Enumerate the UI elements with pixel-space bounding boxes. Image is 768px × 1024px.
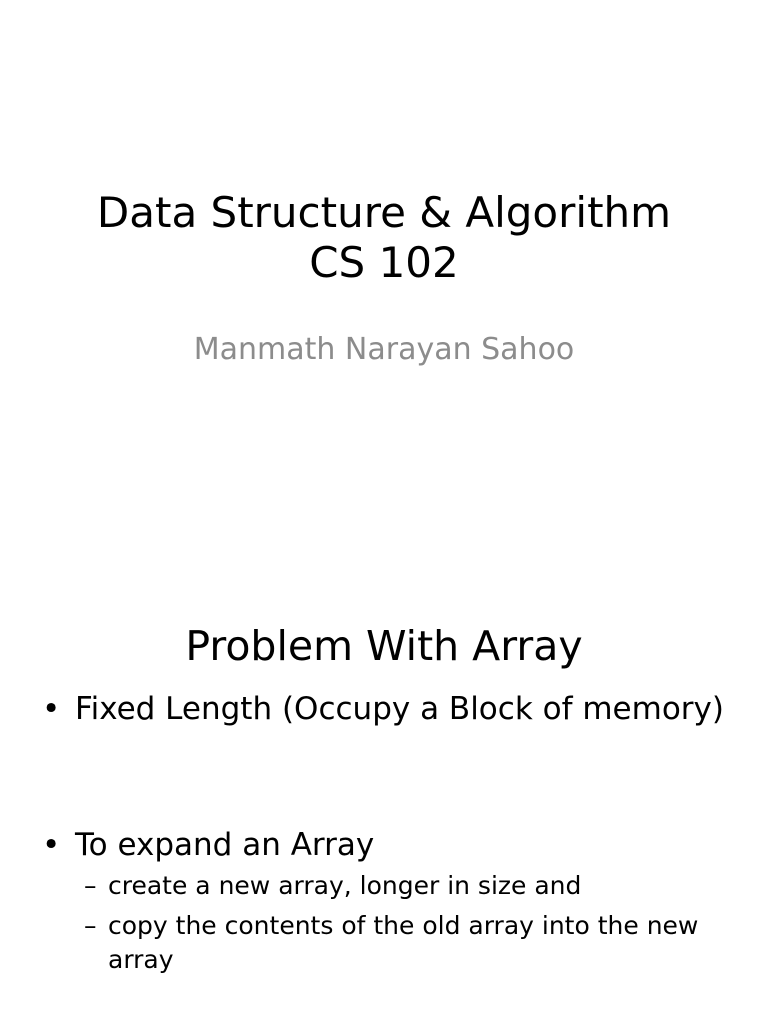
bullet-marker: • bbox=[42, 827, 61, 863]
bullet-item bbox=[42, 824, 732, 866]
sub-bullet-item bbox=[84, 869, 734, 903]
content-slide bbox=[0, 576, 768, 1024]
slide-heading: Problem With Array bbox=[185, 622, 583, 670]
title-line-2: CS 102 bbox=[309, 238, 459, 287]
sub-bullet-marker: – bbox=[84, 911, 97, 940]
sub-bullet-text: create a new array, longer in size and bbox=[108, 871, 582, 900]
bullet-marker: • bbox=[42, 691, 61, 727]
author-subtitle: Manmath Narayan Sahoo bbox=[193, 332, 575, 367]
title-line-1: Data Structure & Algorithm bbox=[96, 188, 672, 237]
bullet-text: Fixed Length (Occupy a Block of memory) bbox=[75, 691, 724, 727]
sub-bullet-text: copy the contents of the old array into the new array bbox=[108, 911, 699, 974]
slide-title bbox=[0, 188, 768, 288]
bullet-text: To expand an Array bbox=[75, 827, 375, 863]
sub-bullet-item bbox=[84, 909, 734, 977]
sub-bullet-marker: – bbox=[84, 871, 97, 900]
bullet-item bbox=[42, 688, 732, 730]
